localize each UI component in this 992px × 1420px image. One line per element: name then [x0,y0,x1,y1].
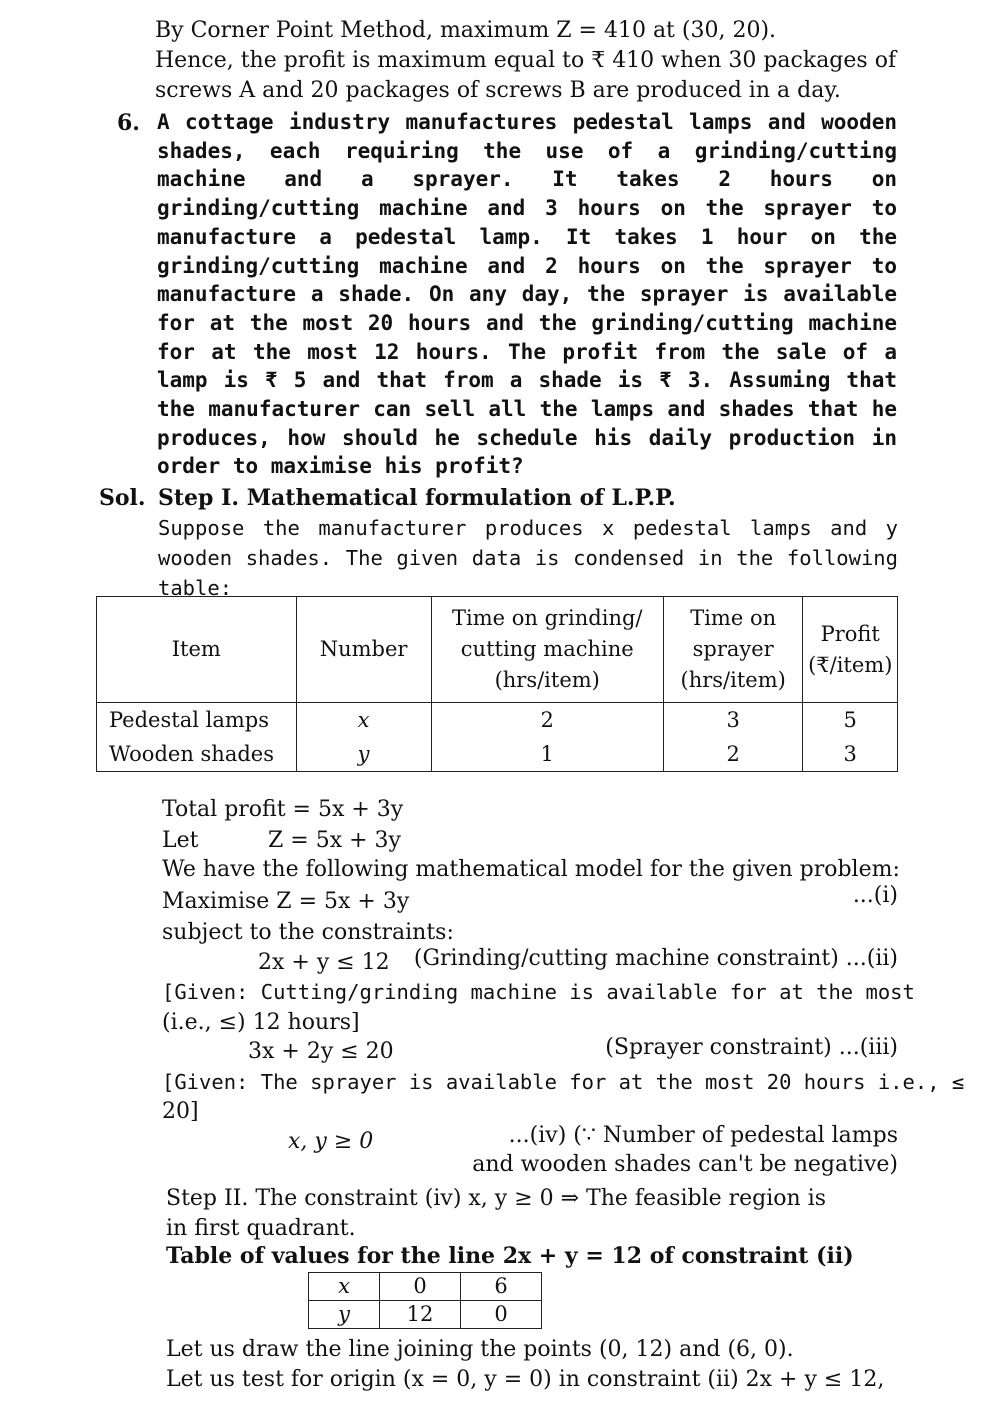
values-y-1: 0 [461,1301,542,1329]
let-label: Let [162,828,199,853]
header-sprayer-time: Time on sprayer (hrs/item) [663,597,803,703]
cell-profit: 5 [803,703,898,738]
values-y-0: 12 [380,1301,461,1329]
test-origin-text: Let us test for origin (x = 0, y = 0) in constraint (ii) 2x + y ≤ 12, [166,1367,885,1392]
tag-i: ...(i) [852,883,898,908]
values-row-y [309,1301,542,1329]
header-grinding-time: Time on grinding/ cutting machine (hrs/item) [431,597,663,703]
header-profit: Profit (₹/item) [803,597,898,703]
constraint-ii-given-2: (i.e., ≤) 12 hours] [162,1010,360,1035]
values-x-0: 0 [380,1273,461,1301]
maximise-objective: Maximise Z = 5x + 3y [162,889,410,914]
header-number: Number [296,597,431,703]
intro-line-2: Hence, the profit is maximum equal to ₹ 410 when 30 packages of [155,48,897,73]
step2-line-2: in first quadrant. [166,1216,356,1241]
table-row [97,737,898,772]
step2-line-1: Step II. The constraint (iv) x, y ≥ 0 ⇒ The feasible region is [166,1186,827,1211]
subject-to: subject to the constraints: [162,920,454,945]
cell-grinding: 2 [431,703,663,738]
draw-line-text: Let us draw the line joining the points (0, 12) and (6, 0). [166,1337,794,1362]
constraint-iv-note-2: and wooden shades can't be negative) [472,1152,898,1177]
values-x-1: 6 [461,1273,542,1301]
values-row-x [309,1273,542,1301]
constraint-iii: 3x + 2y ≤ 20 [248,1039,394,1064]
problem-statement: A cottage industry manufactures pedestal lamps and wooden shades, each requiring the use of a grinding/cutting machine and a sprayer. It takes 2 hours on grinding/cutting machine and 3 hours on the sprayer to manufacture a pedestal lamp. It takes 1 hour on the grinding/cutting machine and 2 hours on the sprayer to manufacture a shade. On any day, the sprayer is available for at the most 20 hours and the grinding/cutting machine for at the most 12 hours. The profit from the sale of a lamp is ₹ 5 and that from a shade is ₹ 3. Assuming that the manufacturer can sell all the lamps and shades that he produces, how should he schedule his daily production in order to maximise his profit? [157,110,897,479]
table-row [97,703,898,738]
constraint-iii-note: (Sprayer constraint) ...(iii) [605,1035,898,1060]
step1-text: Suppose the manufacturer produces x pedestal lamps and y wooden shades. The given data is condensed in the following table: [158,516,898,600]
constraint-ii: 2x + y ≤ 12 [258,950,390,975]
cell-number: y [296,737,431,772]
cell-sprayer: 2 [663,737,803,772]
model-intro: We have the following mathematical model for the given problem: [162,857,900,882]
constraint-iv: x, y ≥ 0 [288,1129,374,1154]
values-table [308,1272,542,1329]
cell-grinding: 1 [431,737,663,772]
constraint-ii-note: (Grinding/cutting machine constraint) ...(ii) [413,946,898,971]
constraint-iii-given-2: 20] [162,1099,199,1124]
header-item: Item [97,597,297,703]
cell-item: Pedestal lamps [97,703,297,738]
let-equation: Z = 5x + 3y [268,828,401,853]
values-table-heading: Table of values for the line 2x + y = 12 of constraint (ii) [166,1243,854,1269]
solution-label: Sol. [99,485,146,511]
values-y-label: y [309,1301,380,1329]
cell-sprayer: 3 [663,703,803,738]
cell-number: x [296,703,431,738]
constraint-iii-given-1: [Given: The sprayer is available for at the most 20 hours i.e., ≤ [162,1070,965,1094]
cell-profit: 3 [803,737,898,772]
data-table [96,596,898,772]
cell-item: Wooden shades [97,737,297,772]
constraint-ii-given-1: [Given: Cutting/grinding machine is available for at the most [162,980,915,1004]
constraint-iv-note-1: ...(iv) (∵ Number of pedestal lamps [508,1123,898,1148]
intro-line-3: screws A and 20 packages of screws B are produced in a day. [155,78,841,103]
problem-number: 6. [117,110,140,136]
step1-heading: Step I. Mathematical formulation of L.P.P. [158,485,676,511]
intro-line-1: By Corner Point Method, maximum Z = 410 at (30, 20). [155,18,777,43]
data-table-header [97,597,898,703]
values-x-label: x [309,1273,380,1301]
total-profit: Total profit = 5x + 3y [162,797,404,822]
